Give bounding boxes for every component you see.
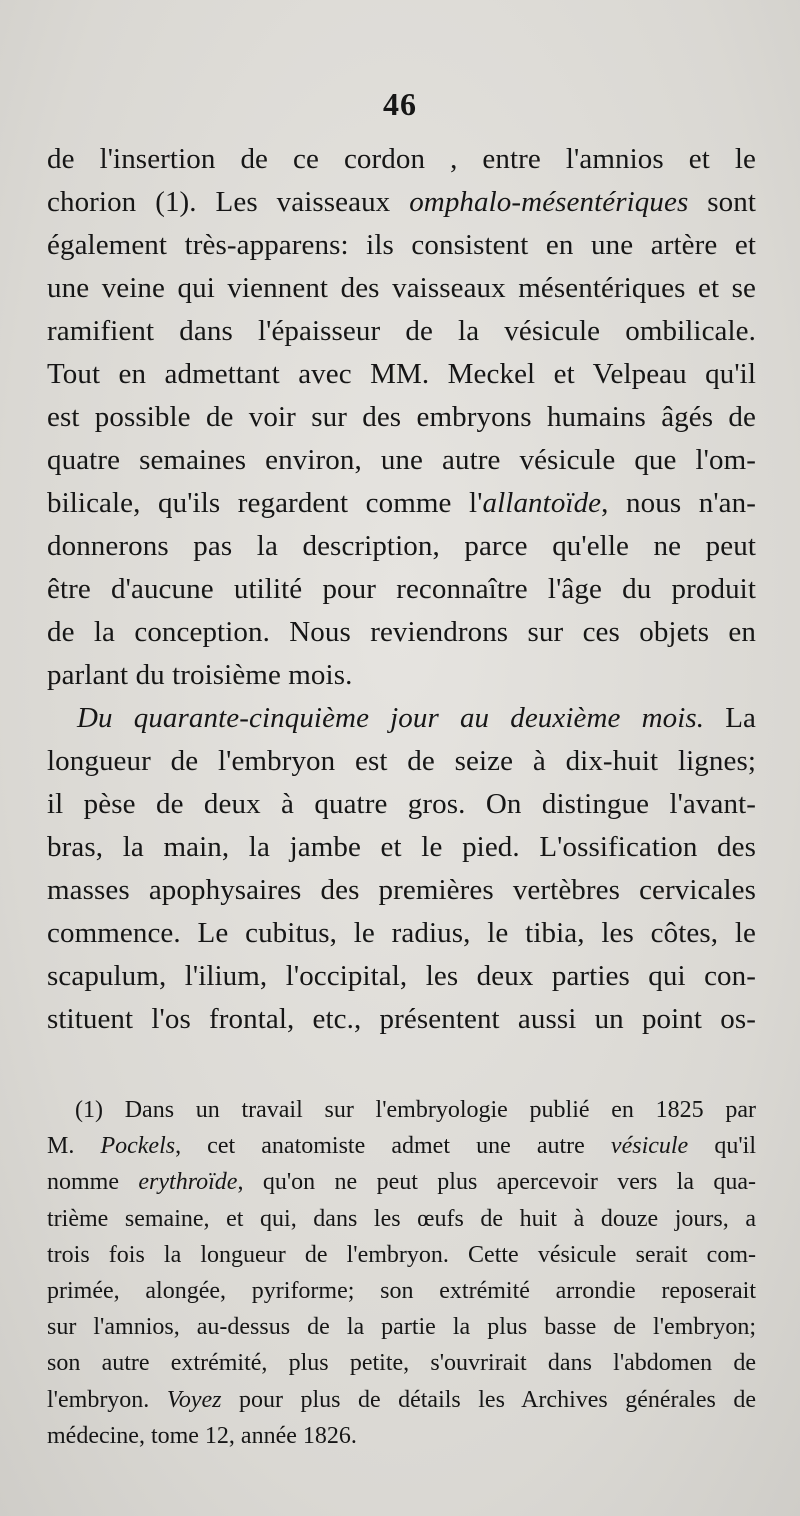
- text-span: M.: [47, 1133, 101, 1160]
- text-span: nomme: [47, 1169, 139, 1196]
- main-text: [47, 138, 756, 1041]
- footnote-line: son autre extrémité, plus petite, s'ouvrirait dans l'abdomen de: [47, 1350, 756, 1377]
- footnote-line: primée, alongée, pyriforme; son extrémité arrondie reposerait: [47, 1277, 756, 1304]
- footnote-line: [47, 1128, 756, 1164]
- footnote-line: sur l'amnios, au-dessus de la partie la plus basse de l'embryon;: [47, 1314, 756, 1341]
- text-span: sont: [688, 186, 757, 218]
- text-line: masses apophysaires des premières vertèbres cervicales: [47, 874, 756, 906]
- italic-term: allantoïde: [482, 487, 602, 519]
- section-heading: Du quarante-cinquième jour au deuxième mois.: [77, 702, 705, 734]
- text-span: , qu'on ne peut plus apercevoir vers la qua-: [237, 1169, 756, 1196]
- text-line: bras, la main, la jambe et le pied. L'ossification des: [47, 831, 756, 863]
- footnote-line: médecine, tome 12, année 1826.: [47, 1422, 357, 1449]
- text-line: il pèse de deux à quatre gros. On distingue l'avant-: [47, 788, 756, 820]
- text-line: ramifient dans l'épaisseur de la vésicule ombilicale.: [47, 315, 756, 347]
- text-line: quatre semaines environ, une autre vésicule que l'om-: [47, 444, 756, 476]
- text-line: donnerons pas la description, parce qu'elle ne peut: [47, 530, 756, 562]
- italic-term: vésicule: [610, 1133, 689, 1160]
- text-span: La: [704, 702, 756, 734]
- italic-term: erythroïde: [138, 1169, 238, 1196]
- text-line: est possible de voir sur des embryons humains âgés de: [47, 401, 756, 433]
- text-line: stituent l'os frontal, etc., présentent aussi un point os-: [47, 1003, 756, 1035]
- text-span: l'embryon.: [47, 1386, 167, 1413]
- page-number: 46: [383, 86, 417, 122]
- italic-name: Pockels: [100, 1133, 176, 1160]
- text-line: parlant du troisième mois.: [47, 659, 353, 691]
- text-span: , nous n'an-: [601, 487, 756, 519]
- text-span: , cet anatomiste admet une autre: [175, 1133, 611, 1160]
- footnote-line: trième semaine, et qui, dans les œufs de huit à douze jours, a: [47, 1205, 756, 1232]
- text-span: pour plus de détails les Archives générales de: [221, 1386, 756, 1413]
- text-line: commence. Le cubitus, le radius, le tibia, les côtes, le: [47, 917, 756, 949]
- text-line: également très-apparens: ils consistent en une artère et: [47, 229, 756, 261]
- italic-term: Voyez: [166, 1386, 222, 1413]
- footnote-line: [47, 1382, 756, 1418]
- text-line: Tout en admettant avec MM. Meckel et Velpeau qu'il: [47, 358, 756, 390]
- text-span: bilicale, qu'ils regardent comme l': [47, 487, 483, 519]
- text-span: chorion (1). Les vaisseaux: [47, 186, 410, 218]
- footnote-line: (1) Dans un travail sur l'embryologie publié en 1825 par: [75, 1097, 756, 1123]
- text-line: de l'insertion de ce cordon , entre l'amnios et le: [47, 143, 756, 175]
- text-line: une veine qui viennent des vaisseaux mésentériques et se: [47, 272, 756, 304]
- text-line: [47, 697, 756, 740]
- text-line: [47, 181, 756, 224]
- footnote-line: trois fois la longueur de l'embryon. Cette vésicule serait com-: [47, 1241, 756, 1268]
- footnote: [47, 1092, 756, 1454]
- text-span: qu'il: [688, 1133, 756, 1160]
- text-line: scapulum, l'ilium, l'occipital, les deux parties qui con-: [47, 960, 756, 992]
- italic-term: omphalo-mésentériques: [409, 186, 689, 218]
- text-line: longueur de l'embryon est de seize à dix-huit lignes;: [47, 745, 756, 777]
- text-line: être d'aucune utilité pour reconnaître l'âge du produit: [47, 573, 756, 605]
- text-line: [47, 482, 756, 525]
- text-line: de la conception. Nous reviendrons sur ces objets en: [47, 616, 756, 648]
- footnote-line: [47, 1164, 756, 1200]
